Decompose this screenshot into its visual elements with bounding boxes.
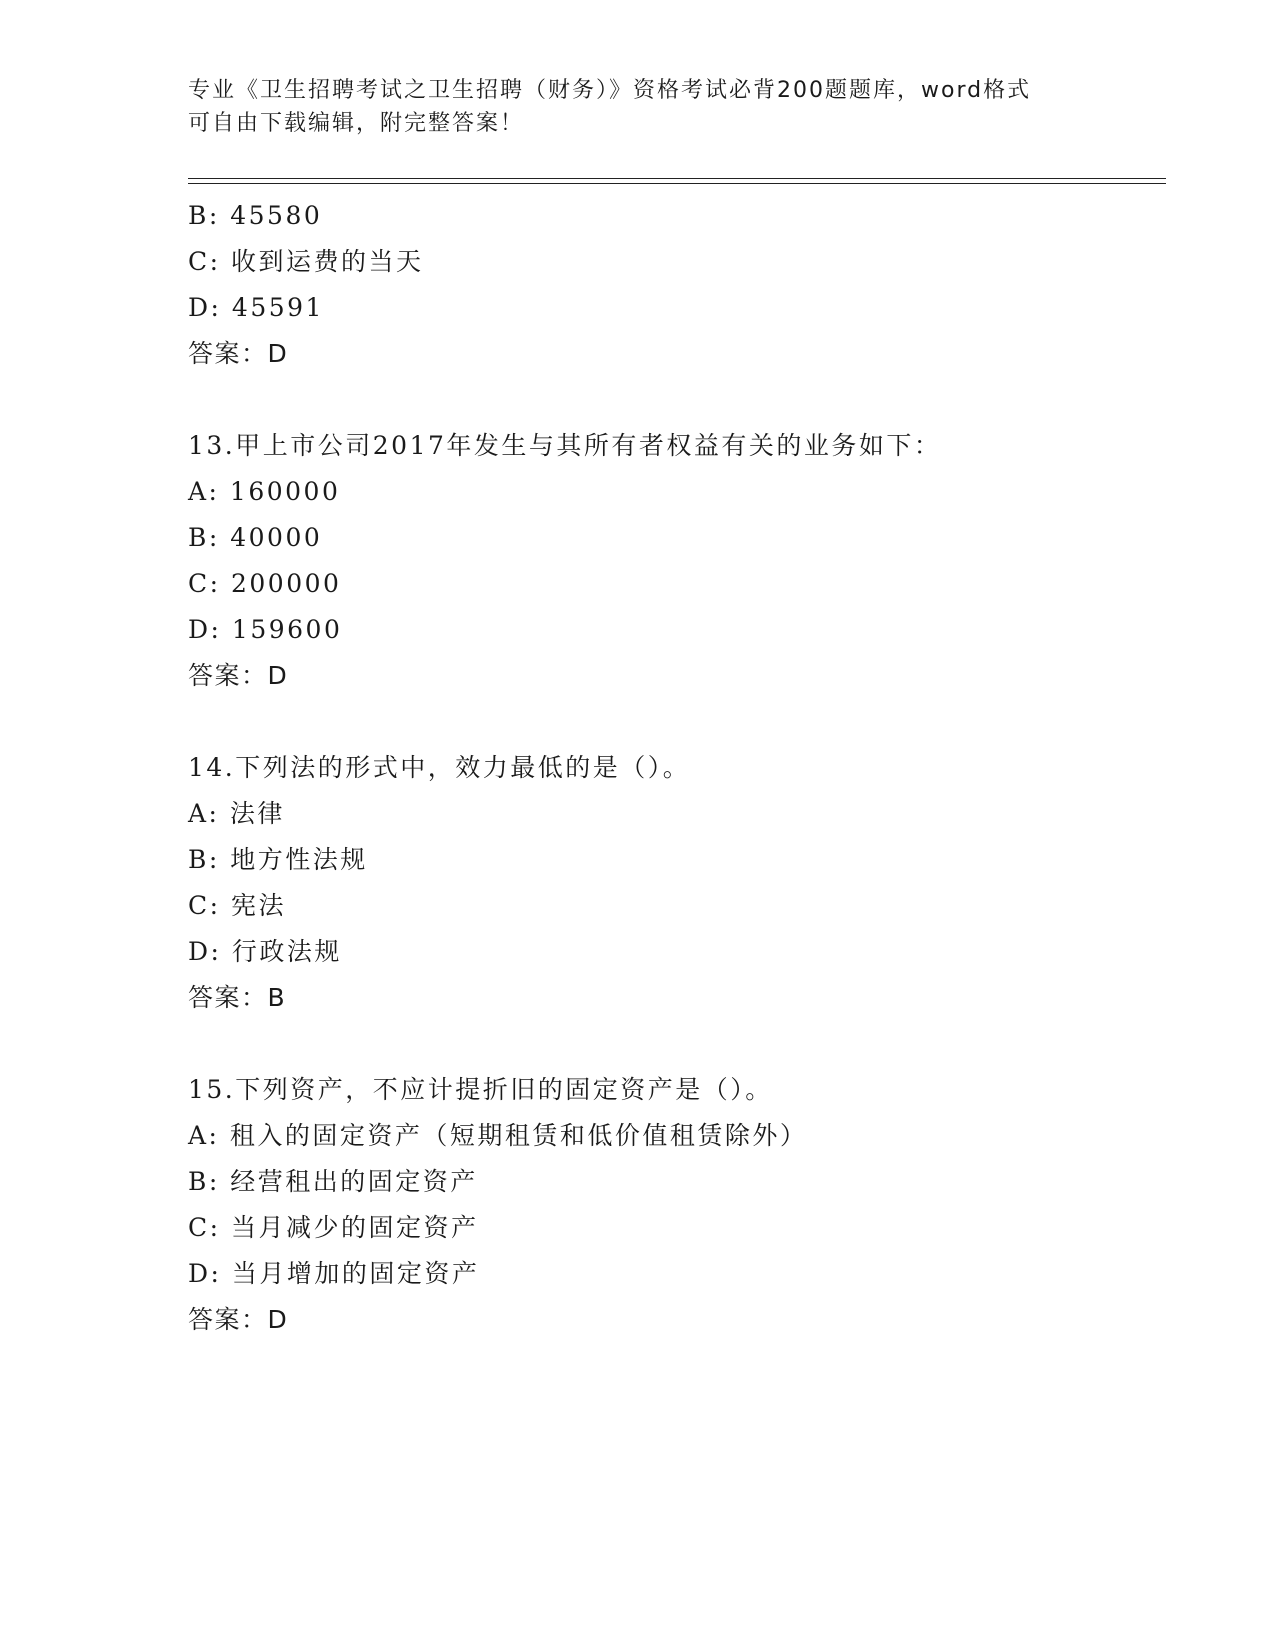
option-d: D: 当月增加的固定资产 (188, 1259, 480, 1288)
option-c: C: 收到运费的当天 (188, 247, 424, 276)
option-c: C: 宪法 (188, 891, 286, 920)
spacer (188, 699, 1188, 745)
question-stem: 15.下列资产，不应计提折旧的固定资产是（）。 (188, 1075, 773, 1104)
option-b: B: 地方性法规 (188, 845, 368, 874)
question-stem: 13.甲上市公司2017年发生与其所有者权益有关的业务如下： (188, 431, 942, 460)
option-d: D: 159600 (188, 615, 343, 644)
option-c: C: 当月减少的固定资产 (188, 1213, 479, 1242)
question-14 (188, 745, 1188, 1021)
answer-line: 答案：D (188, 1305, 289, 1334)
option-a: A: 法律 (188, 799, 285, 828)
option-a: A: 160000 (188, 477, 341, 506)
option-c: C: 200000 (188, 569, 342, 598)
header-line-1: 专业《卫生招聘考试之卫生招聘（财务）》资格考试必背200题题库，word格式 (188, 78, 1032, 103)
header-divider-bottom (188, 183, 1166, 184)
question-13 (188, 423, 1188, 699)
header-divider-top (188, 178, 1166, 179)
answer-line: 答案：D (188, 339, 289, 368)
answer-line: 答案：D (188, 661, 289, 690)
question-15 (188, 1067, 1188, 1343)
question-list (188, 193, 1188, 1343)
continued-question (188, 193, 1188, 377)
header-line-2: 可自由下载编辑，附完整答案！ (188, 111, 525, 136)
option-d: D: 行政法规 (188, 937, 342, 966)
option-a: A: 租入的固定资产（短期租赁和低价值租赁除外） (188, 1121, 808, 1150)
option-d: D: 45591 (188, 293, 324, 322)
answer-line: 答案：B (188, 983, 287, 1012)
question-stem: 14.下列法的形式中，效力最低的是（）。 (188, 753, 691, 782)
spacer (188, 1021, 1188, 1067)
option-b: B: 40000 (188, 523, 323, 552)
option-b: B: 45580 (188, 201, 323, 230)
spacer (188, 377, 1188, 423)
option-b: B: 经营租出的固定资产 (188, 1167, 478, 1196)
document-header (188, 74, 1088, 140)
